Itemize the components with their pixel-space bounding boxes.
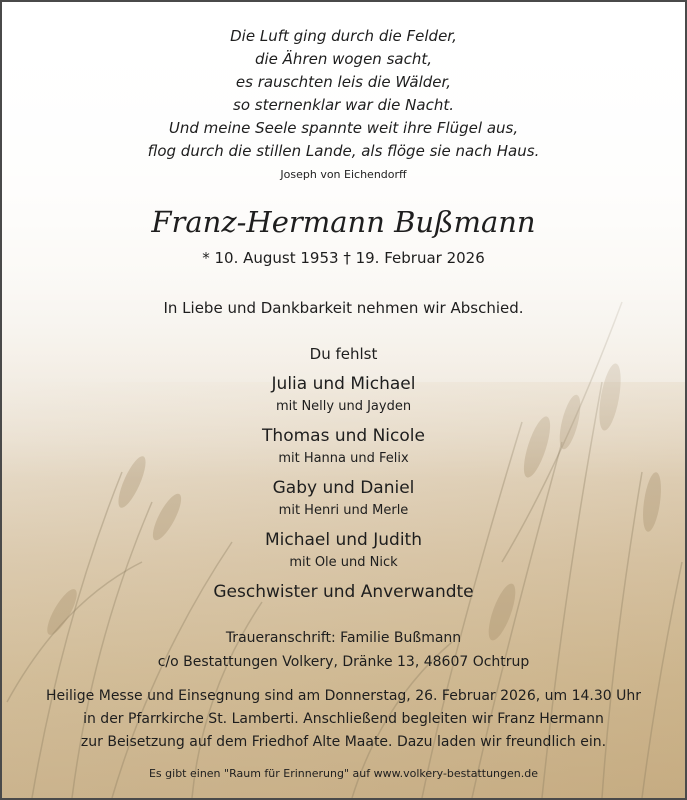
service-line: zur Beisetzung auf dem Friedhof Alte Maate. Dazu laden wir freundlich ein.	[80, 734, 607, 750]
family-children: mit Ole und Nick	[289, 555, 398, 570]
family-names: Michael und Judith	[264, 530, 422, 550]
address-line: c/o Bestattungen Volkery, Dränke 13, 48607 Ochtrup	[157, 654, 530, 670]
poem-line: die Ähren wogen sacht,	[254, 50, 432, 68]
service-line: Heilige Messe und Einsegnung sind am Donnerstag, 26. Februar 2026, um 14.30 Uhr	[45, 688, 642, 704]
family-names: Julia und Michael	[271, 374, 416, 394]
farewell-text: In Liebe und Dankbarkeit nehmen wir Abschied.	[163, 299, 524, 317]
family-children: mit Nelly und Jayden	[275, 399, 412, 414]
poem-line: Und meine Seele spannte weit ihre Flügel aus,	[168, 119, 519, 137]
poem-line: Die Luft ging durch die Felder,	[230, 27, 457, 45]
poem-author: Joseph von Eichendorff	[280, 168, 407, 181]
deceased-name: Franz-Hermann Bußmann	[151, 205, 536, 239]
poem-line: es rauschten leis die Wälder,	[235, 73, 452, 91]
poem-line: so sternenklar war die Nacht.	[233, 96, 454, 114]
service-line: in der Pfarrkirche St. Lamberti. Anschließend begleiten wir Franz Hermann	[83, 711, 604, 727]
family-children: mit Hanna und Felix	[278, 451, 409, 466]
mourners-intro: Du fehlst	[309, 345, 378, 363]
life-dates: * 10. August 1953 † 19. Februar 2026	[202, 249, 485, 267]
poem-line: flog durch die stillen Lande, als flöge sie nach Haus.	[147, 142, 540, 160]
relatives-line: Geschwister und Anverwandte	[213, 582, 474, 602]
family-names: Gaby und Daniel	[272, 478, 415, 498]
address-line: Traueranschrift: Familie Bußmann	[225, 630, 462, 646]
family-children: mit Henri und Merle	[278, 503, 409, 518]
memorial-website-note: Es gibt einen "Raum für Erinnerung" auf www.volkery-bestattungen.de	[148, 767, 538, 780]
family-names: Thomas und Nicole	[262, 426, 425, 446]
